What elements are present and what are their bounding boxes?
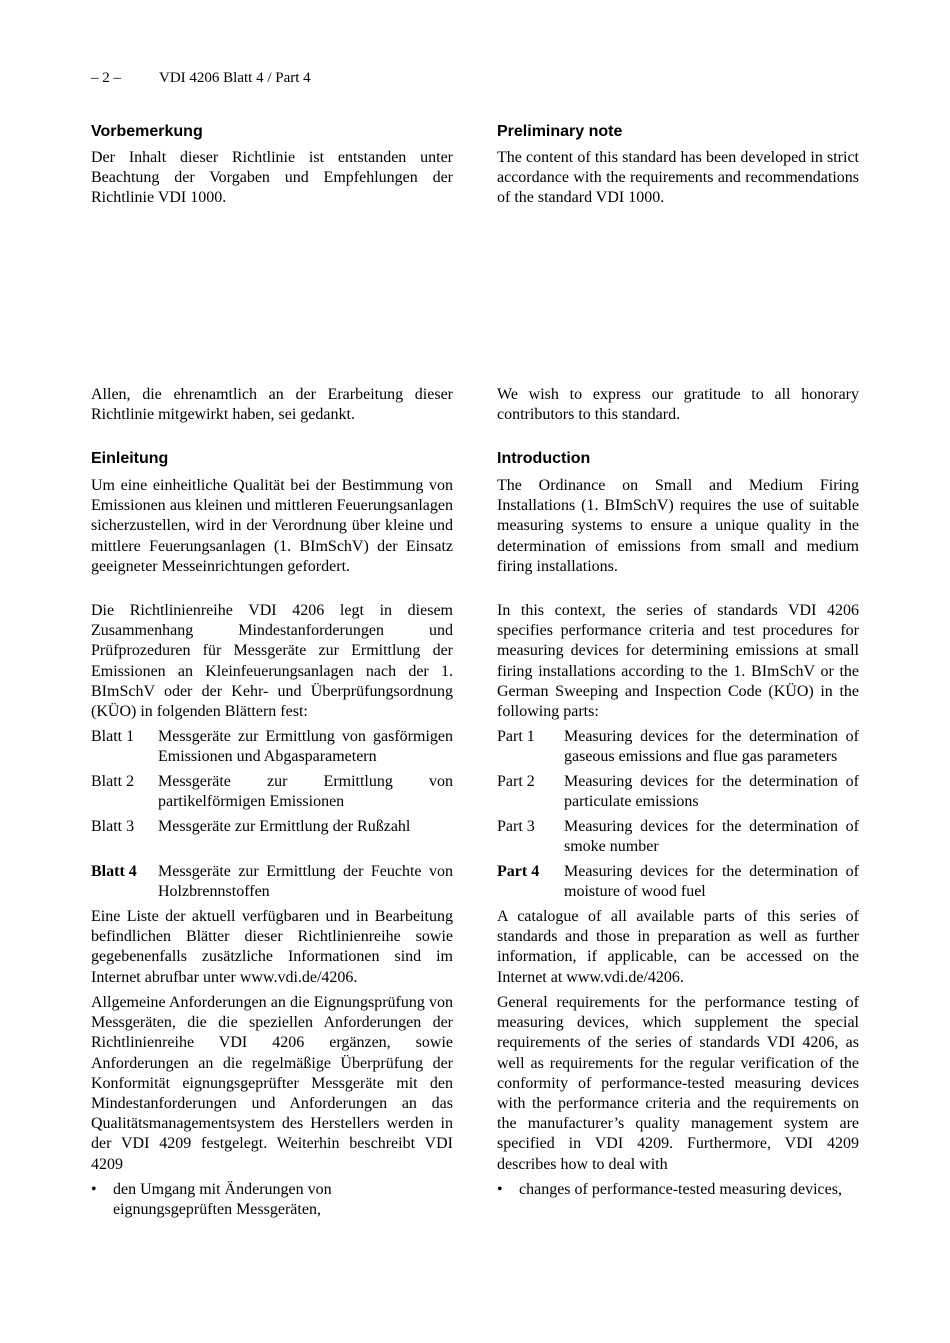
part-item-en-current <box>497 862 859 902</box>
intro-paragraph-2-de: Die Richtlinienreihe VDI 4206 legt in diesem Zusammenhang Mindestanforderungen und Prüfprozeduren für Messgeräte zur Ermittlung der Emissionen an Kleinfeuerungsanlagen nach der 1. BImSchV oder der Kehr- und Überprüfungsordnung (KÜO) in folgenden Blättern fest: <box>91 602 453 721</box>
part-item-en <box>497 817 859 857</box>
part-text: Messgeräte zur Ermittlung von gasförmigen Emissionen und Abgasparametern <box>158 728 453 766</box>
part-item-de-current <box>91 862 453 902</box>
bullet-item-de <box>91 1180 453 1220</box>
part-item-de <box>91 727 453 767</box>
part-text: Messgeräte zur Ermittlung von partikelförmigen Emissionen <box>158 773 453 811</box>
part-label: Blatt 3 <box>91 818 135 835</box>
intro-paragraph-1-en: The Ordinance on Small and Medium Firing Installations (1. BImSchV) requires the use of suitable measuring systems to ensure a unique quality in the determination of emissions from small and medium firing installations. <box>497 477 859 575</box>
intro-heading-de: Einleitung <box>91 450 169 467</box>
page-number: – 2 – <box>91 70 121 86</box>
page-header <box>91 68 311 88</box>
catalogue-text-de: Eine Liste der aktuell verfügbaren und in Bearbeitung befindlichen Blätter dieser Richtlinienreihe sowie gegebenenfalls zusätzliche Informationen sind im Internet abrufbar unter www.vdi.de/4206. <box>91 908 453 986</box>
part-text: Measuring devices for the determination of particulate emissions <box>564 773 859 811</box>
preliminary-heading-de: Vorbemerkung <box>91 123 203 140</box>
catalogue-text-en: A catalogue of all available parts of this series of standards and those in preparation as well as further information, if applicable, can be accessed on the Internet at www.vdi.de/4206. <box>497 908 859 986</box>
thanks-text-en: We wish to express our gratitude to all honorary contributors to this standard. <box>497 386 859 424</box>
part-label: Part 1 <box>497 728 535 745</box>
bullet-item-en <box>497 1180 859 1200</box>
part-item-de <box>91 772 453 812</box>
part-label: Part 3 <box>497 818 535 835</box>
part-text: Measuring devices for the determination of smoke number <box>564 818 859 856</box>
part-label: Part 2 <box>497 773 535 790</box>
intro-paragraph-1-de: Um eine einheitliche Qualität bei der Bestimmung von Emissionen aus kleinen und mittleren Feuerungsanlagen sicherzustellen, wird in der Verordnung über kleine und mittlere Feuerungsanlagen (1. BImSchV) der Einsatz geeigneter Messeinrichtungen gefordert. <box>91 477 453 575</box>
part-label: Blatt 2 <box>91 773 135 790</box>
part-text: Measuring devices for the determination of gaseous emissions and flue gas parameters <box>564 728 859 766</box>
preliminary-heading-en: Preliminary note <box>497 123 623 140</box>
bullet-icon: • <box>91 1181 97 1198</box>
part-label: Part 4 <box>497 863 540 880</box>
part-item-de <box>91 817 453 837</box>
preliminary-text-de: Der Inhalt dieser Richtlinie ist entstanden unter Beachtung der Vorgaben und Empfehlungen der Richtlinie VDI 1000. <box>91 149 453 207</box>
preliminary-text-en: The content of this standard has been developed in strict accordance with the requirements and recommendations of the standard VDI 1000. <box>497 149 859 207</box>
part-label: Blatt 1 <box>91 728 135 745</box>
bullet-text: changes of performance-tested measuring devices, <box>519 1181 842 1198</box>
part-text: Messgeräte zur Ermittlung der Rußzahl <box>158 818 411 835</box>
part-item-en <box>497 727 859 767</box>
part-item-en <box>497 772 859 812</box>
general-requirements-text-en: General requirements for the performance testing of measuring devices, which supplement the special requirements of the series of standards VDI 4206, as well as requirements for the regular verification of the conformity of performance-tested measuring devices with the performance criteria and the requirements on the manufacturer’s quality management system are specified in VDI 4209. Furthermore, VDI 4209 describes how to deal with <box>497 994 859 1173</box>
bullet-text: den Umgang mit Änderungen von eignungsgeprüften Messgeräten, <box>113 1181 332 1219</box>
intro-paragraph-2-en: In this context, the series of standards VDI 4206 specifies performance criteria and test procedures for measuring devices for determining emissions at small firing installations according to the 1. BImSchV or the German Sweeping and Inspection Code (KÜO) in the following parts: <box>497 602 859 721</box>
part-text: Measuring devices for the determination of moisture of wood fuel <box>564 863 859 901</box>
document-id: VDI 4206 Blatt 4 / Part 4 <box>159 70 311 86</box>
general-requirements-text-de: Allgemeine Anforderungen an die Eignungsprüfung von Messgeräten, die die speziellen Anforderungen der Richtlinienreihe VDI 4206 ergänzen, sowie Anforderungen an die regelmäßige Überprüfung der Konformität eignungsgeprüfter Messgeräte mit den Mindestanforderungen und Anforderungen an das Qualitätsmanagementsystem des Herstellers werden in der VDI 4209 festgelegt. Weiterhin beschreibt VDI 4209 <box>91 994 453 1173</box>
part-text: Messgeräte zur Ermittlung der Feuchte von Holzbrennstoffen <box>158 863 453 901</box>
bullet-icon: • <box>497 1181 503 1198</box>
thanks-text-de: Allen, die ehrenamtlich an der Erarbeitung dieser Richtlinie mitgewirkt haben, sei gedankt. <box>91 386 453 424</box>
part-label: Blatt 4 <box>91 863 137 880</box>
intro-heading-en: Introduction <box>497 450 591 467</box>
